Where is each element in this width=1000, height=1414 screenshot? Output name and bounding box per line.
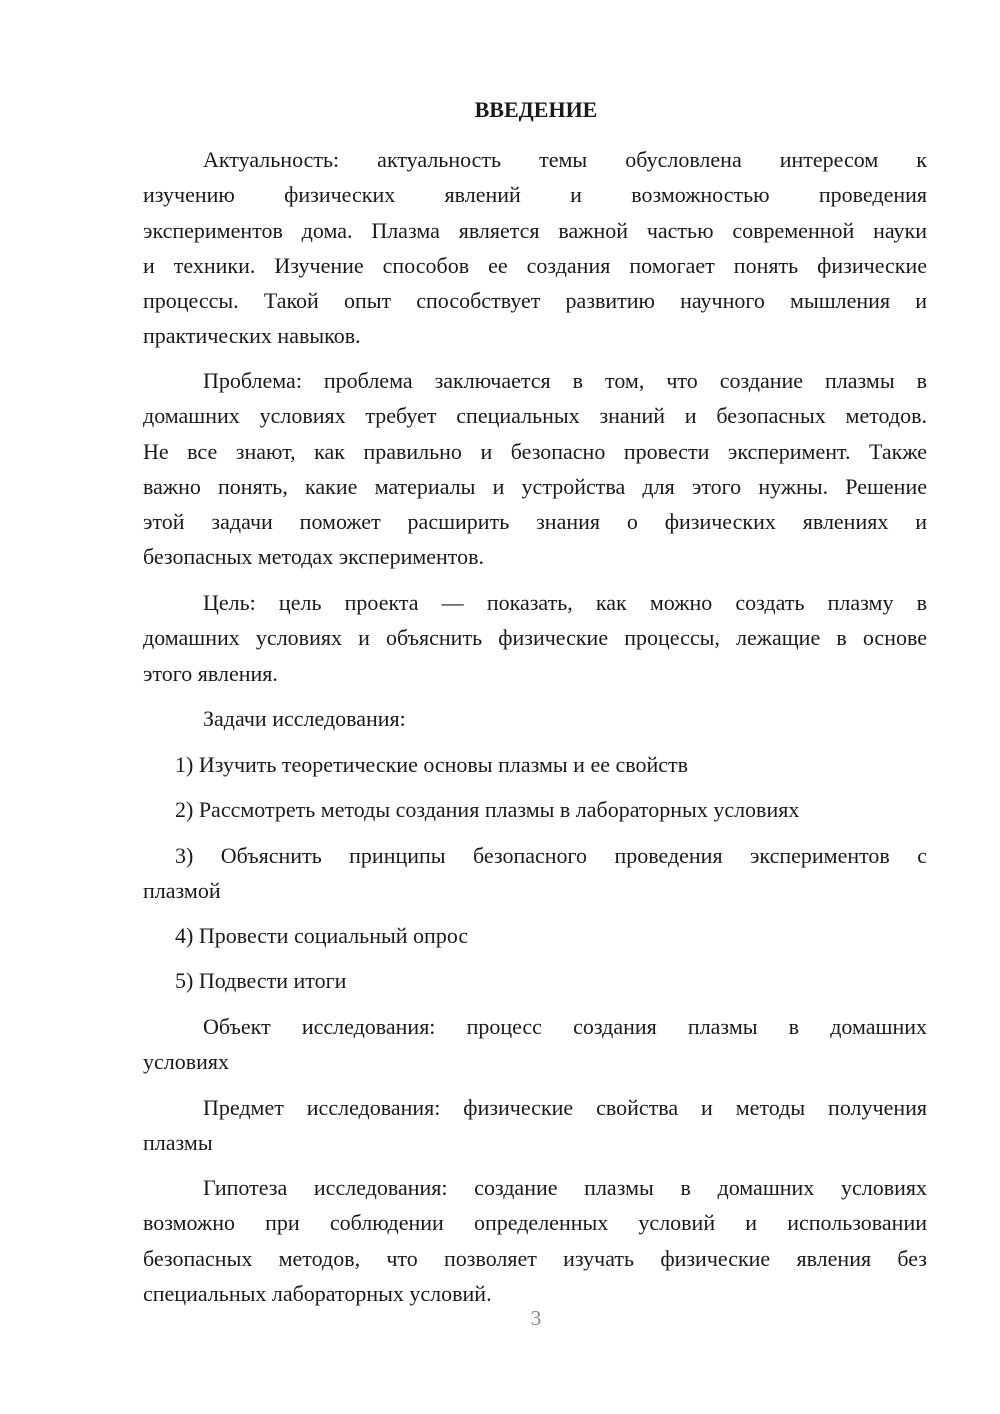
text-line: безопасных методах экспериментов. <box>143 544 485 570</box>
paragraph <box>143 1090 927 1161</box>
paragraph <box>143 363 927 575</box>
text-line: этой задачи поможет расширить знания о физических явлениях и <box>143 509 927 535</box>
paragraph <box>143 1170 927 1311</box>
paragraph <box>143 585 927 691</box>
text-line: 3) Объяснить принципы безопасного проведения экспериментов с <box>175 843 927 868</box>
text-line: этого явления. <box>143 660 278 686</box>
text-line: изучению физических явлений и возможностью проведения <box>143 182 927 208</box>
list-item <box>143 747 927 782</box>
text-line: Не все знают, как правильно и безопасно провести эксперимент. Также <box>143 438 927 464</box>
text-line: условиях <box>143 1049 230 1075</box>
list-item <box>143 963 927 998</box>
text-line: плазмы <box>143 1130 213 1156</box>
list-item <box>143 792 927 827</box>
text-line: Гипотеза исследования: создание плазмы в домашних условиях <box>203 1175 927 1200</box>
text-line: Задачи исследования: <box>203 706 406 731</box>
text-line: и техники. Изучение способов ее создания помогает понять физические <box>143 252 927 278</box>
text-line: 1) Изучить теоретические основы плазмы и ее свойств <box>175 752 689 777</box>
paragraph <box>143 701 927 736</box>
list-item <box>143 918 927 953</box>
text-line: возможно при соблюдении определенных условий и использовании <box>143 1210 927 1236</box>
section-title: ВВЕДЕНИЕ <box>474 97 598 122</box>
paragraph <box>143 1009 927 1080</box>
text-line: важно понять, какие материалы и устройства для этого нужны. Решение <box>143 473 927 499</box>
text-line: плазмой <box>143 878 221 904</box>
text-line: Предмет исследования: физические свойства и методы получения <box>203 1095 927 1120</box>
page-number: 3 <box>530 1306 542 1330</box>
text-line: домашних условиях требует специальных знаний и безопасных методов. <box>143 403 927 429</box>
text-line: Цель: цель проекта — показать, как можно создать плазму в <box>203 590 927 615</box>
text-line: процессы. Такой опыт способствует развитию научного мышления и <box>143 288 927 314</box>
list-item <box>143 838 927 909</box>
text-line: 4) Провести социальный опрос <box>175 923 469 948</box>
text-line: Проблема: проблема заключается в том, что создание плазмы в <box>203 368 927 393</box>
text-line: домашних условиях и объяснить физические процессы, лежащие в основе <box>143 625 927 651</box>
paragraph <box>143 142 927 354</box>
text-line: экспериментов дома. Плазма является важной частью современной науки <box>143 217 927 243</box>
text-line: Объект исследования: процесс создания плазмы в домашних <box>203 1014 927 1039</box>
text-line: специальных лабораторных условий. <box>143 1280 492 1306</box>
text-line: Актуальность: актуальность темы обусловлена интересом к <box>203 147 927 172</box>
text-line: практических навыков. <box>143 323 361 349</box>
text-line: безопасных методов, что позволяет изучать физические явления без <box>143 1245 927 1271</box>
text-line: 2) Рассмотреть методы создания плазмы в лабораторных условиях <box>175 797 800 822</box>
text-line: 5) Подвести итоги <box>175 968 347 993</box>
